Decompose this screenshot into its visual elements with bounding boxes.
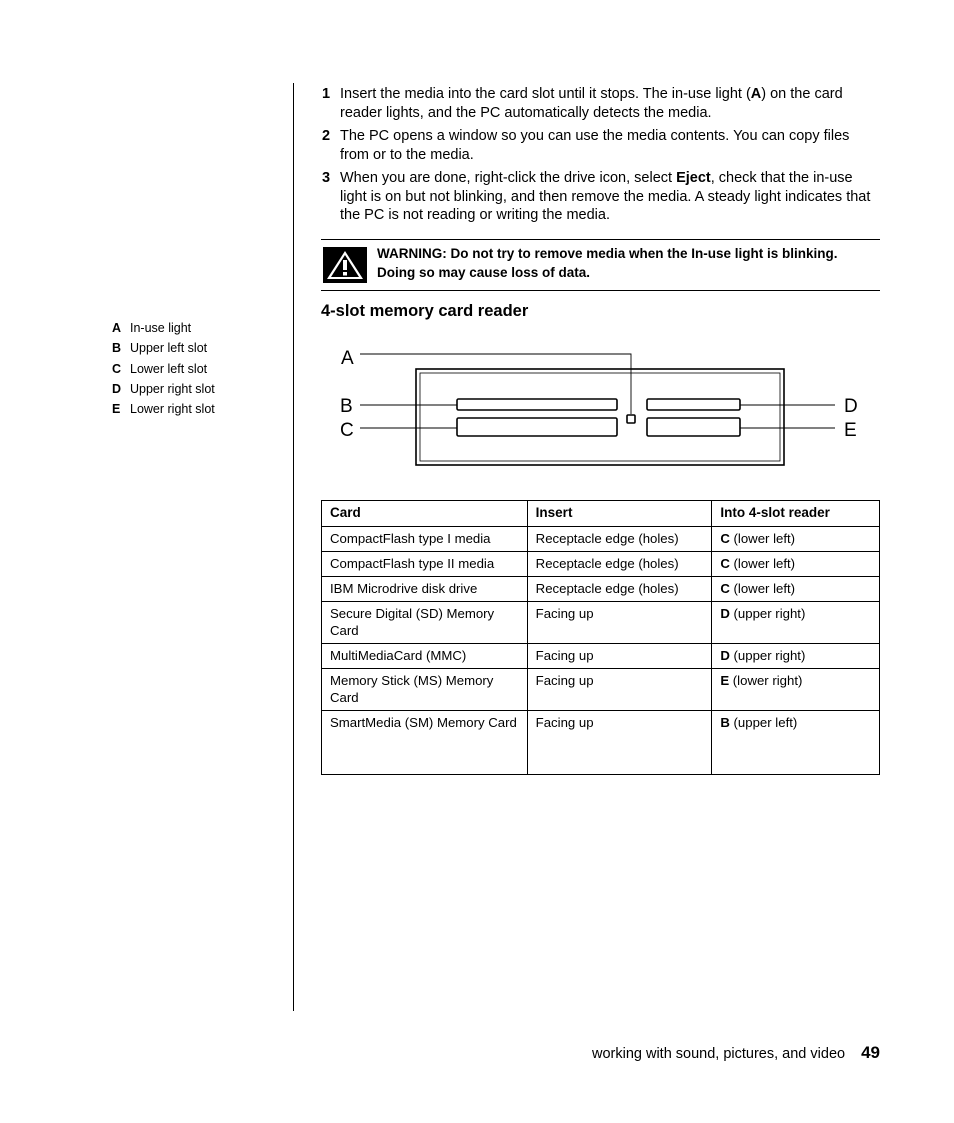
legend-item: D Upper right slot [112, 381, 215, 396]
warning-triangle-icon [323, 247, 367, 283]
warning-box [321, 239, 880, 291]
table-row: Memory Stick (MS) Memory Card Facing up E (lower right) [322, 669, 880, 711]
instruction-steps [322, 85, 882, 230]
page-footer [592, 1043, 880, 1063]
reader-frame-inner [420, 373, 780, 461]
column-header-insert: Insert [527, 501, 712, 527]
diagram-label-b: B [340, 396, 353, 417]
margin-rule [293, 83, 294, 1011]
card-insertion-table [321, 500, 880, 775]
table-row: Secure Digital (SD) Memory Card Facing up D (upper right) [322, 602, 880, 644]
chapter-title: working with sound, pictures, and video [591, 1046, 846, 1062]
table-row: IBM Microdrive disk drive Receptacle edge (holes) C (lower left) [322, 577, 880, 602]
table-row: MultiMediaCard (MMC) Facing up D (upper right) [322, 644, 880, 669]
slot-upper-left [457, 399, 617, 410]
step-number: 3 [322, 170, 331, 186]
step-item: 2 The PC opens a window so you can use the media contents. You can copy files from or to the media. [322, 128, 850, 163]
step-item: 3 When you are done, right-click the drive icon, select Eject, check that the in-use light is on but not blinking, and then remove the media. A steady light indicates that the PC is not reading or writing the media. [322, 170, 871, 223]
diagram-label-e: E [844, 420, 857, 441]
slot-lower-left [457, 418, 617, 436]
legend-item: B Upper left slot [112, 341, 208, 356]
step-item: 1 Insert the media into the card slot until it stops. The in-use light (A) on the card reader lights, and the PC automatically detects the media. [322, 86, 843, 121]
table-row: SmartMedia (SM) Memory Card Facing up B (upper left) [322, 711, 880, 775]
diagram-label-c: C [340, 420, 354, 441]
in-use-light [627, 415, 635, 423]
reader-frame [416, 369, 784, 465]
slot-lower-right [647, 418, 740, 436]
slot-upper-right [647, 399, 740, 410]
table-row: CompactFlash type I media Receptacle edge (holes) C (lower left) [322, 527, 880, 552]
diagram-label-d: D [844, 396, 858, 417]
legend-item: E Lower right slot [112, 402, 215, 417]
warning-text: WARNING: Do not try to remove media when the In-use light is blinking. Doing so may cause loss of data. [377, 246, 838, 280]
step-number: 2 [322, 128, 331, 144]
table-header-row [322, 501, 880, 527]
card-reader-diagram [330, 340, 870, 470]
column-header-slot: Into 4-slot reader [712, 501, 880, 527]
table-row: CompactFlash type II media Receptacle edge (holes) C (lower left) [322, 552, 880, 577]
diagram-label-a: A [341, 348, 354, 369]
legend-item: A In-use light [112, 321, 192, 335]
legend-item: C Lower left slot [112, 361, 208, 376]
page-number: 49 [861, 1043, 880, 1062]
diagram-legend [112, 318, 215, 419]
step-number: 1 [322, 86, 331, 102]
column-header-card: Card [322, 501, 528, 527]
section-heading: 4-slot memory card reader [321, 302, 529, 320]
